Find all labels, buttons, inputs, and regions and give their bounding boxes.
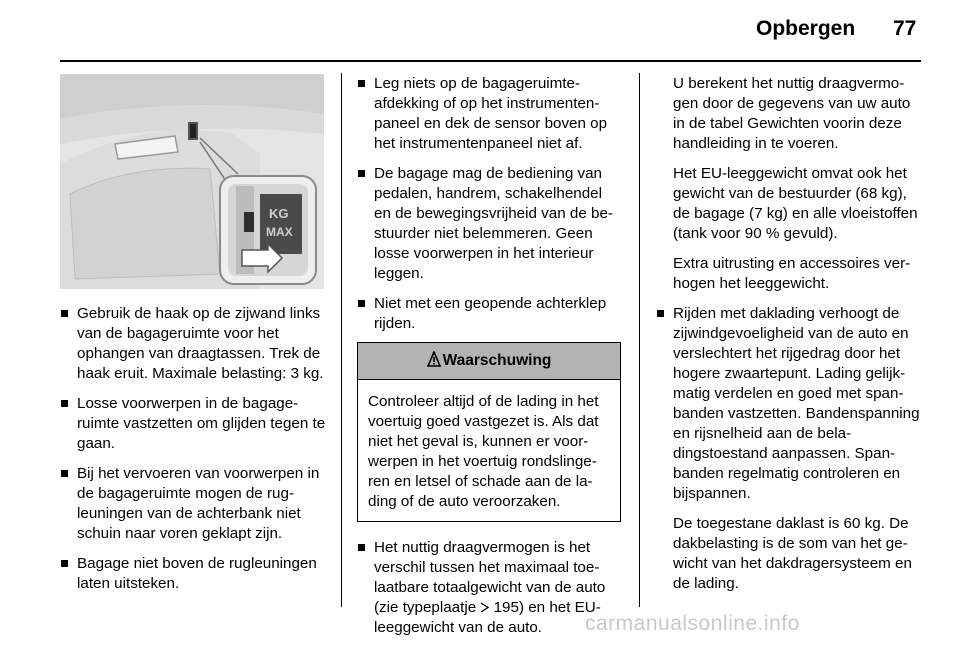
list-item: Gebruik de haak op de zijwand links van de bagageruimte voor het ophangen van draagtassen. Trek de haak eruit. Maximale belasting: 3 kg. (60, 304, 326, 384)
sign-text-kg: KG (269, 206, 289, 221)
sign-text-max: MAX (266, 225, 293, 239)
list-item: Niet met een geopende achterklep rijden. (357, 294, 623, 334)
column-3 (656, 74, 922, 604)
header-divider (60, 60, 921, 62)
page-reference: 195 (493, 599, 519, 616)
list-item: Bij het vervoeren van voorwerpen in de bagageruimte mogen de rugleuningen van de achterbank niet schuin naar voren geklapt zijn. (60, 464, 326, 544)
list-item-text: Het nuttig draagvermogen is het verschil tussen het maximaal toelaatbare totaalgewicht van de auto (zie typeplaatje (374, 539, 606, 616)
list-item: Bagage niet boven de rugleuningen laten uitsteken. (60, 554, 326, 594)
luggage-hook-photo (60, 74, 324, 289)
watermark: carmanualsonline.info (585, 612, 800, 635)
warning-icon (427, 351, 441, 367)
warning-text: Controleer altijd of de lading in het voertuig goed vastgezet is. Als dat niet het geval is, kunnen er voorwerpen in het voertuig rondslingeren en letsel of schade aan de lading of de auto veroorzaken. (368, 393, 599, 510)
page-reference-icon (480, 602, 489, 613)
list-item: De bagage mag de bediening van pedalen, handrem, schakelhendel en de bewegingsvrijheid van de bestuurder niet belemmeren. Geen losse voorwerpen in het interieur leggen. (357, 164, 623, 284)
paragraph: Extra uitrusting en accessoires verhogen het leeggewicht. (673, 255, 911, 292)
page-title: Opbergen (756, 17, 856, 40)
column-divider-2 (639, 73, 640, 607)
list-item: Leg niets op de bagageruimteafdekking of op het instrumentenpaneel en dek de sensor boven op het instrumentenpaneel niet af. (357, 74, 623, 154)
page-number: 77 (893, 17, 917, 40)
list-item: Rijden met daklading verhoogt de zijwindgevoeligheid van de auto en verslechtert het rijgedrag door het hogere zwaartepunt. Lading gelijkmatig verdelen en goed met spanbanden vastzetten. Bandenspanning en rijsnelheid aan de beladingstoestand aanpassen. Spanbanden regelmatig controleren en bijspannen. (656, 304, 922, 504)
warning-header (358, 343, 620, 380)
paragraph: De toegestane daklast is 60 kg. De dakbelasting is de som van het gewicht van het dakdragersysteem en de lading. (673, 515, 912, 592)
paragraph: U berekent het nuttig draagvermogen door de gegevens van uw auto in de tabel Gewichten voorin deze handleiding in te voeren. (673, 75, 911, 152)
warning-title: Waarschuwing (442, 352, 552, 369)
column-divider-1 (341, 73, 342, 607)
list-item-text: ) en het EU-leeggewicht van de auto. (374, 599, 601, 636)
column-2 (357, 74, 623, 648)
warning-box (357, 342, 621, 522)
list-item (357, 538, 623, 638)
paragraph: Het EU-leeggewicht omvat ook het gewicht van de bestuurder (68 kg), de bagage (7 kg) en alle vloeistoffen (tank voor 90 % gevuld). (673, 165, 918, 242)
column-1 (60, 74, 326, 604)
list-item: Losse voorwerpen in de bagageruimte vastzetten om glijden tegen te gaan. (60, 394, 326, 454)
